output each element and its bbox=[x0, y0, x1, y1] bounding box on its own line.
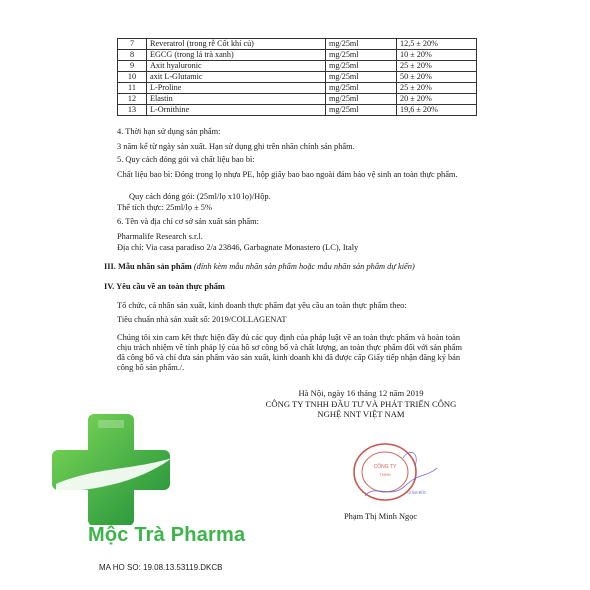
sec3-line bbox=[104, 262, 415, 272]
sec5-volume: Thể tích thực: 25ml/lọ ± 5% bbox=[117, 203, 212, 212]
svg-text:TNHH: TNHH bbox=[379, 472, 391, 477]
value-cell: 25 ± 20% bbox=[397, 83, 477, 94]
unit-cell: mg/25ml bbox=[326, 83, 397, 94]
value-cell: 12,5 ± 20% bbox=[397, 39, 477, 50]
unit-cell: mg/25ml bbox=[326, 50, 397, 61]
sec-iv-heading: IV. Yêu cầu về an toàn thực phẩm bbox=[104, 282, 225, 291]
sec5-packing: Quy cách đóng gói: (25ml/lọ x10 lọ)/Hộp. bbox=[129, 192, 271, 201]
ingredients-table bbox=[117, 38, 477, 116]
table-row bbox=[118, 39, 477, 50]
ingredient-name: Axit hyaluronic bbox=[147, 61, 326, 72]
ingredient-name: EGCG (trong lá trà xanh) bbox=[147, 50, 326, 61]
unit-cell: mg/25ml bbox=[326, 105, 397, 116]
ingredient-name: Elastin bbox=[147, 94, 326, 105]
green-cross-icon bbox=[42, 410, 192, 530]
sec4-heading: 4. Thời hạn sử dụng sản phẩm: bbox=[117, 127, 221, 136]
row-number: 7 bbox=[118, 39, 147, 50]
brand-name: Mộc Trà Pharma bbox=[88, 524, 246, 546]
signer-name: Phạm Thị Minh Ngọc bbox=[344, 512, 418, 521]
sec3-heading: III. Mẫu nhãn sản phẩm bbox=[104, 262, 192, 271]
value-cell: 25 ± 20% bbox=[397, 61, 477, 72]
signature-company-line2: NGHỆ NNT VIỆT NAM bbox=[317, 409, 405, 419]
row-number: 11 bbox=[118, 83, 147, 94]
sec6-address: Địa chỉ: Via casa paradiso 2/a 23846, Garbagnate Monastero (LC), Italy bbox=[117, 243, 359, 252]
sec6-company: Pharmalife Research s.r.l. bbox=[117, 232, 203, 241]
table-row bbox=[118, 94, 477, 105]
value-cell: 19,6 ± 20% bbox=[397, 105, 477, 116]
unit-cell: mg/25ml bbox=[326, 39, 397, 50]
sec4-body: 3 năm kể từ ngày sản xuất. Hạn sử dụng ghi trên nhãn chính sản phẩm. bbox=[117, 142, 355, 151]
unit-cell: mg/25ml bbox=[326, 72, 397, 83]
value-cell: 50 ± 20% bbox=[397, 72, 477, 83]
sec3-note: (đính kèm mẫu nhãn sản phẩm hoặc mẫu nhãn sản phẩm dự kiến) bbox=[193, 262, 415, 271]
unit-cell: mg/25ml bbox=[326, 61, 397, 72]
dossier-code: MA HO SO: 19.08.13.53119.DKCB bbox=[99, 563, 223, 572]
stamp-title: GIÁM ĐỐC bbox=[407, 491, 427, 495]
table-row bbox=[118, 61, 477, 72]
sec6-heading: 6. Tên và địa chỉ cơ sở sản xuất sản phẩm: bbox=[117, 217, 259, 226]
value-cell: 20 ± 20% bbox=[397, 94, 477, 105]
sec-iv-line2: Tiêu chuẩn nhà sản xuất số: 2019/COLLAGENAT bbox=[117, 315, 287, 324]
table-row bbox=[118, 83, 477, 94]
company-stamp bbox=[345, 438, 445, 513]
table-row bbox=[118, 72, 477, 83]
signature-date: Hà Nội, ngày 16 tháng 12 năm 2019 bbox=[298, 388, 424, 398]
row-number: 10 bbox=[118, 72, 147, 83]
svg-text:CÔNG TY: CÔNG TY bbox=[373, 464, 397, 470]
ingredient-name: L-Ornithine bbox=[147, 105, 326, 116]
ingredient-name: Reveratrol (trong rễ Cốt khí củ) bbox=[147, 39, 326, 50]
value-cell: 10 ± 20% bbox=[397, 50, 477, 61]
sec-iv-commitment: Chúng tôi xin cam kết thực hiện đầy đủ các quy định của pháp luật về an toàn thực phẩm và hoàn toàn chịu trách nhiệm về tính pháp lý của hồ sơ công bố và chất lượng, an toàn thực phẩm đối với sản phẩm đã công bố và chỉ đưa sản phẩm vào sản xuất, kinh doanh khi đã được cấp Giấy tiếp nhận đăng ký bản công bố sản phẩm./. bbox=[117, 333, 462, 372]
ingredient-name: axit L-Glutamic bbox=[147, 72, 326, 83]
row-number: 8 bbox=[118, 50, 147, 61]
row-number: 13 bbox=[118, 105, 147, 116]
table-row bbox=[118, 50, 477, 61]
sec5-material: Chất liệu bao bì: Đóng trong lọ nhựa PE, hộp giấy bao bao ngoài đảm bảo vệ sinh an toàn thực phẩm. bbox=[117, 170, 458, 179]
sec-iv-line1: Tổ chức, cá nhân sản xuất, kinh doanh thực phẩm đạt yêu cầu an toàn thực phẩm theo: bbox=[117, 301, 407, 310]
sec5-heading: 5. Quy cách đóng gói và chất liệu bao bì: bbox=[117, 155, 255, 164]
row-number: 9 bbox=[118, 61, 147, 72]
row-number: 12 bbox=[118, 94, 147, 105]
unit-cell: mg/25ml bbox=[326, 94, 397, 105]
signature-block bbox=[256, 388, 466, 420]
table-row bbox=[118, 105, 477, 116]
signature-company-line1: CÔNG TY TNHH ĐẦU TƯ VÀ PHÁT TRIỂN CÔNG bbox=[265, 398, 457, 409]
ingredient-name: L-Proline bbox=[147, 83, 326, 94]
